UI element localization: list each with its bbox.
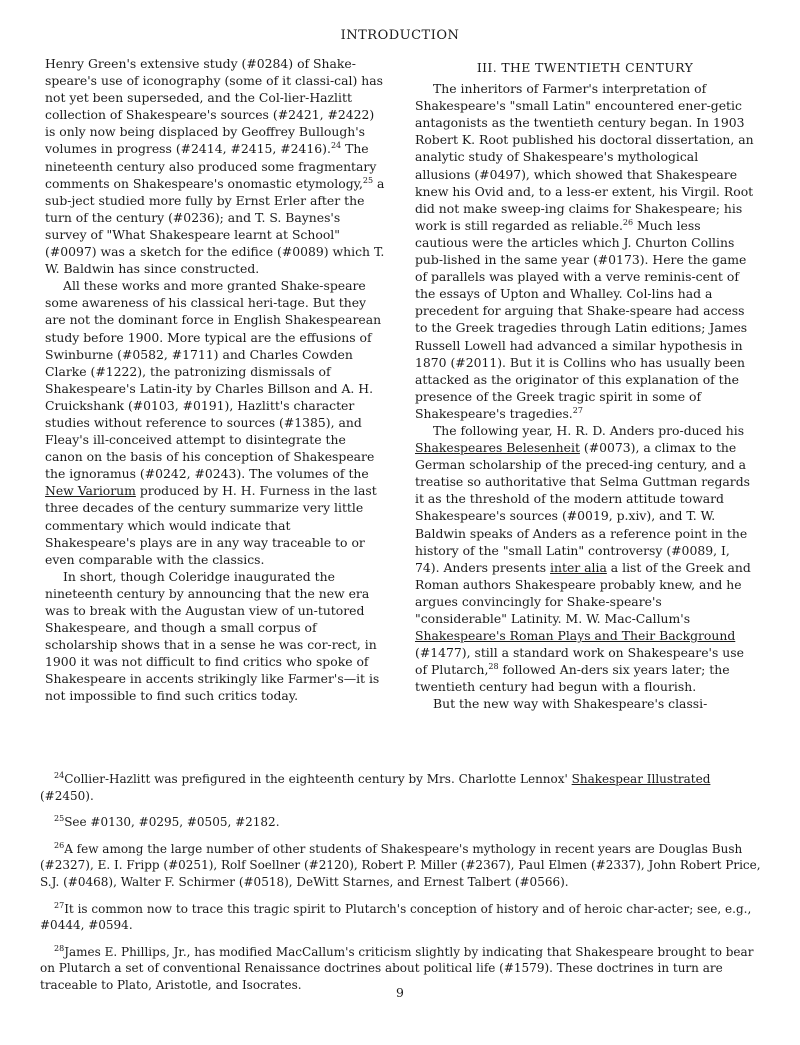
footnote-ref: 25 <box>362 175 374 185</box>
footnote-ref: 27 <box>572 405 583 415</box>
footnote: $^{25}$See #0130, #0295, #0505, #2182. <box>54 814 280 830</box>
page-number: 9 <box>396 985 404 1000</box>
paragraph: In short, though Coleridge inaugurated the nineteenth century by announcing that the new era was to break with the Augustan view of un-tutored Shakespeare, and though a small corpus of scholarship shows that in a sense he was cor-rect, in 1900 it was not difficult to find critics who spoke of Shakespeare in accents strikingly like Farmer's—it is not impossible to find such critics today. <box>45 568 380 704</box>
running-header: INTRODUCTION <box>340 28 460 43</box>
paragraph: But the new way with Shakespeare's classi- <box>433 696 708 712</box>
footnote: $^{26}$A few among the large number of other students of Shakespeare's mythology in recent years are Douglas Bush (#2327), E. I. Fripp (#0251), Rolf Soellner (#2120), Robert P. Miller (#2367), Paul Elmen (#2337), John Robert Price, S.J. (#0468), Walter F. Schirmer (#0518), DeWitt Starnes, and Ernest Talbert (#0566). <box>40 840 761 889</box>
underlined-title: Shakespear Illustrated <box>571 772 711 786</box>
paragraph: Henry Green's extensive study (#0284) of Shake-speare's use of iconography (some of it classi-cal) has not yet been superseded, and the Col-lier-Hazlitt collection of Shakespeare's sources (#2421, #2422) is only now being displaced by Geoffrey Bullough's volumes in progress (#2414, #2415, #2416).$^{24}$ The nineteenth century also produced some fragmentary comments on Shakespeare's onomastic etymology,$^{25}$ a sub-ject studied more fully by Ernst Erler after the turn of the century (#0236); and T. S. Baynes's survey of "What Shakespeare learnt at School" (#0097) was a sketch for the edifice (#0089) which T. W. Baldwin has since constructed. <box>45 56 385 277</box>
footnote: $^{27}$It is common now to trace this tragic spirit to Plutarch's conception of history and of heroic char-acter; see, e.g., #0444, #0594. <box>40 900 752 933</box>
underlined-title: New Variorum <box>45 483 136 499</box>
footnote-ref: 24 <box>330 141 342 151</box>
underlined-title: Shakespeares Belesenheit <box>415 440 580 456</box>
paragraph: All these works and more granted Shake-speare some awareness of his classical heri-tage. But they are not the dominant force in English Shakespearean study before 1900. More typical are the effusions of Swinburne (#0582, #1711) and Charles Cowden Clarke (#1222), the patronizing dismissals of Shakespeare's Latin-ity by Charles Billson and A. H. Cruickshank (#0103, #0191), Hazlitt's character studies without reference to sources (#1385), and Fleay's ill-conceived attempt to disintegrate the canon on the basis of his conception of Shakespeare the ignoramus (#0242, #0243). The volumes of the New Variorum produced by H. H. Furness in the last three decades of the century summarize very little commentary which would indicate that Shakespeare's plays are in any way traceable to or even comparable with the classics. <box>45 278 382 567</box>
right-column <box>415 55 755 713</box>
left-column <box>45 55 385 713</box>
footnote: $^{24}$Collier-Hazlitt was prefigured in the eighteenth century by Mrs. Charlotte Lennox' Shakespear Illustrated (#2450). <box>40 771 711 803</box>
paragraph: The following year, H. R. D. Anders pro-duced his Shakespeares Belesenheit (#0073), a climax to the German scholarship of the preced-ing century, and a treatise so authoritative that Selma Guttman regards it as the threshold of the modern attitude toward Shakespeare's sources (#0019, p.xiv), and T. W. Baldwin speaks of Anders as a reference point in the history of the "small Latin" controversy (#0089, I, 74). Anders presents inter alia a list of the Greek and Roman authors Shakespeare probably knew, and he argues convincingly for Shake-speare's "considerable" Latinity. M. W. Mac-Callum's Shakespeare's Roman Plays and Their Background (#1477), still a standard work on Shakespeare's use of Plutarch,$^{28}$ followed An-ders six years later; the twentieth century had begun with a flourish. <box>415 422 751 695</box>
footnote-ref: 26 <box>622 217 634 227</box>
footnote-ref: 28 <box>488 662 499 672</box>
underlined-title: Shakespeare's Roman Plays and Their Background <box>415 628 736 644</box>
footnote: $^{28}$James E. Phillips, Jr., has modified MacCallum's criticism slightly by indicating that Shakespeare brought to bear on Plutarch a set of conventional Renaissance doctrines about political life (#1579). These doctrines in turn are traceable to Plato, Aristotle, and Isocrates. <box>40 943 754 992</box>
paragraph: The inheritors of Farmer's interpretation of Shakespeare's "small Latin" encountered ener-getic antagonists as the twentieth century began. In 1903 Robert K. Root published his doctoral dissertation, an analytic study of Shakespeare's mythological allusions (#0497), which showed that Shakespeare knew his Ovid and, to a less-er extent, his Virgil. Root did not make sweep-ing claims for Shakespeare; his work is still regarded as reliable.$^{26}$ Much less cautious were the articles which J. Churton Collins pub-lished in the same year (#0173). Here the game of parallels was played with a verve reminis-cent of the essays of Upton and Whalley. Col-lins had a precedent for arguing that Shake-speare had access to the Greek tragedies through Latin editions; James Russell Lowell had advanced a similar hypothesis in 1870 (#2011). But it is Collins who has usually been attacked as the originator of this explanation of the presence of the Greek tragic spirit in some of Shakespeare's tragedies.$^{27}$ <box>415 81 754 421</box>
section-heading: III. THE TWENTIETH CENTURY <box>476 60 694 75</box>
body-columns <box>45 55 755 713</box>
underlined-phrase: inter alia <box>550 559 607 575</box>
footnotes <box>40 771 762 1004</box>
